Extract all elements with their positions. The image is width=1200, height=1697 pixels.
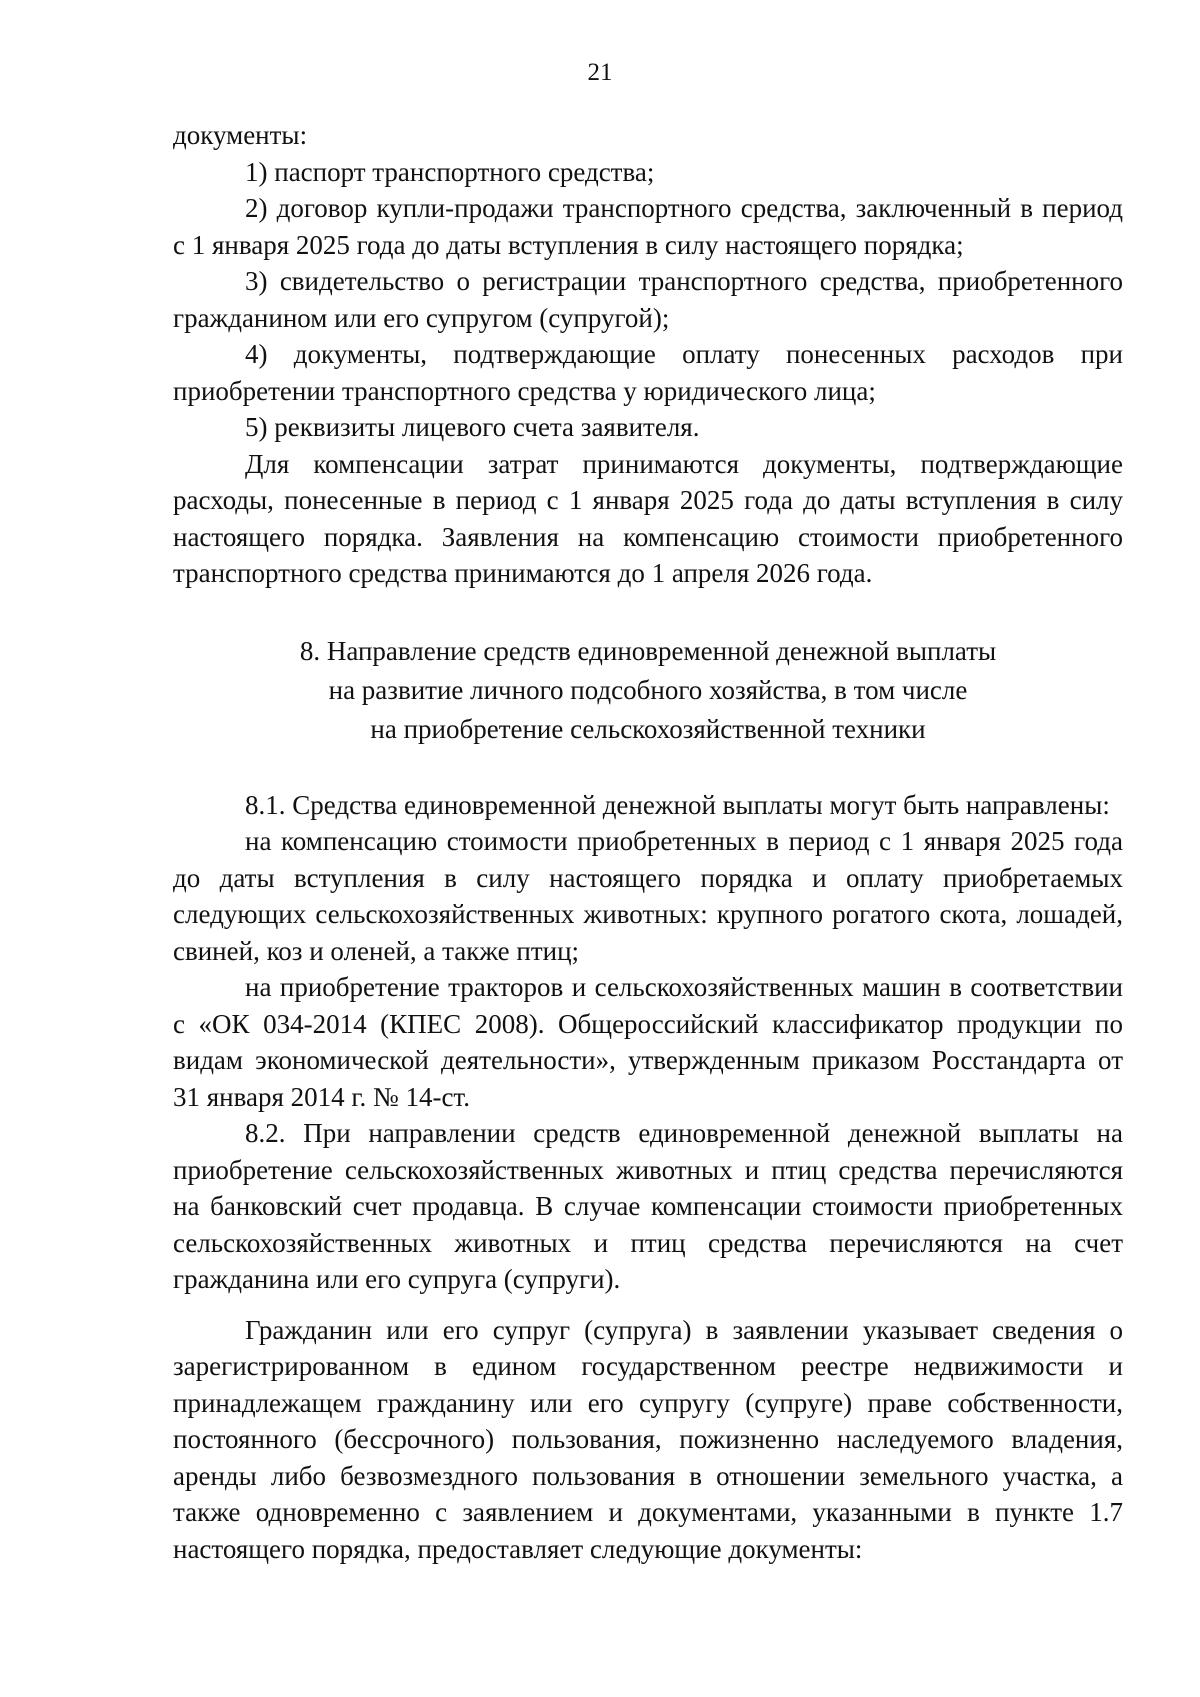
- list-item-3: 3) свидетельство о регистрации транспортного средства, приобретенного гражданином или его супругом (супругой);: [173, 266, 1123, 333]
- list-item-5: 5) реквизиты лицевого счета заявителя.: [245, 412, 700, 442]
- paragraph-8-2: 8.2. При направлении средств единовременной денежной выплаты на приобретение сельскохозяйственных животных и птиц средства перечисляются на банковский счет продавца. В случае компенсации стоимости приобретенных сельскохозяйственных животных и птиц средства перечисляются на счет гражданина или его супруга (супруги).: [173, 1118, 1123, 1294]
- spacer: [173, 592, 1123, 632]
- paragraph-8-1: 8.1. Средства единовременной денежной выплаты могут быть направлены:: [245, 789, 1110, 820]
- heading-line-2: на развитие личного подсобного хозяйства, в том числе: [328, 674, 968, 705]
- heading-line-1: 8. Направление средств единовременной денежной выплаты: [299, 635, 997, 666]
- document-body: [173, 117, 1123, 1567]
- spacer: [173, 749, 1123, 787]
- section-heading: [173, 632, 1123, 749]
- paragraph-8-1-machinery: на приобретение тракторов и сельскохозяйственных машин в соответствии с «ОК 034-2014 (КПЕС 2008). Общероссийский классификатор продукции по видам экономической деятельности», утвержденным приказом Росстандарта от 31 января 2014 г. № 14-ст.: [173, 972, 1123, 1112]
- spacer: [173, 1298, 1123, 1312]
- list-item-1: 1) паспорт транспортного средства;: [245, 156, 655, 187]
- list-item-4: 4) документы, подтверждающие оплату понесенных расходов при приобретении транспортного средства у юридического лица;: [173, 339, 1123, 406]
- paragraph-8-1-animals: на компенсацию стоимости приобретенных в период с 1 января 2025 года до даты вступления в силу настоящего порядка и оплату приобретаемых следующих сельскохозяйственных животных: крупного рогатого скота, лошадей, свиней, коз и оленей, а также птиц;: [173, 826, 1123, 966]
- page-number: 21: [587, 59, 613, 86]
- paragraph-citizen: Гражданин или его супруг (супруга) в заявлении указывает сведения о зарегистрированном в едином государственном реестре недвижимости и принадлежащем гражданину или его супругу (супруге) праве собственности, постоянного (бессрочного) пользования, пожизненно наследуемого владения, аренды либо безвозмездного пользования в отношении земельного участка, а также одновременно с заявлением и документами, указанными в пункте 1.7 настоящего порядка, предоставляет следующие документы:: [173, 1314, 1123, 1564]
- paragraph-compensation: Для компенсации затрат принимаются документы, подтверждающие расходы, понесенные в период с 1 января 2025 года до даты вступления в силу настоящего порядка. Заявления на компенсацию стоимости приобретенного транспортного средства принимаются до 1 апреля 2026 года.: [173, 448, 1123, 588]
- heading-line-3: на приобретение сельскохозяйственной техники: [370, 713, 926, 744]
- paragraph-documents: документы:: [173, 120, 308, 150]
- list-item-2: 2) договор купли-продажи транспортного средства, заключенный в период с 1 января 2025 года до даты вступления в силу настоящего порядка;: [173, 193, 1123, 260]
